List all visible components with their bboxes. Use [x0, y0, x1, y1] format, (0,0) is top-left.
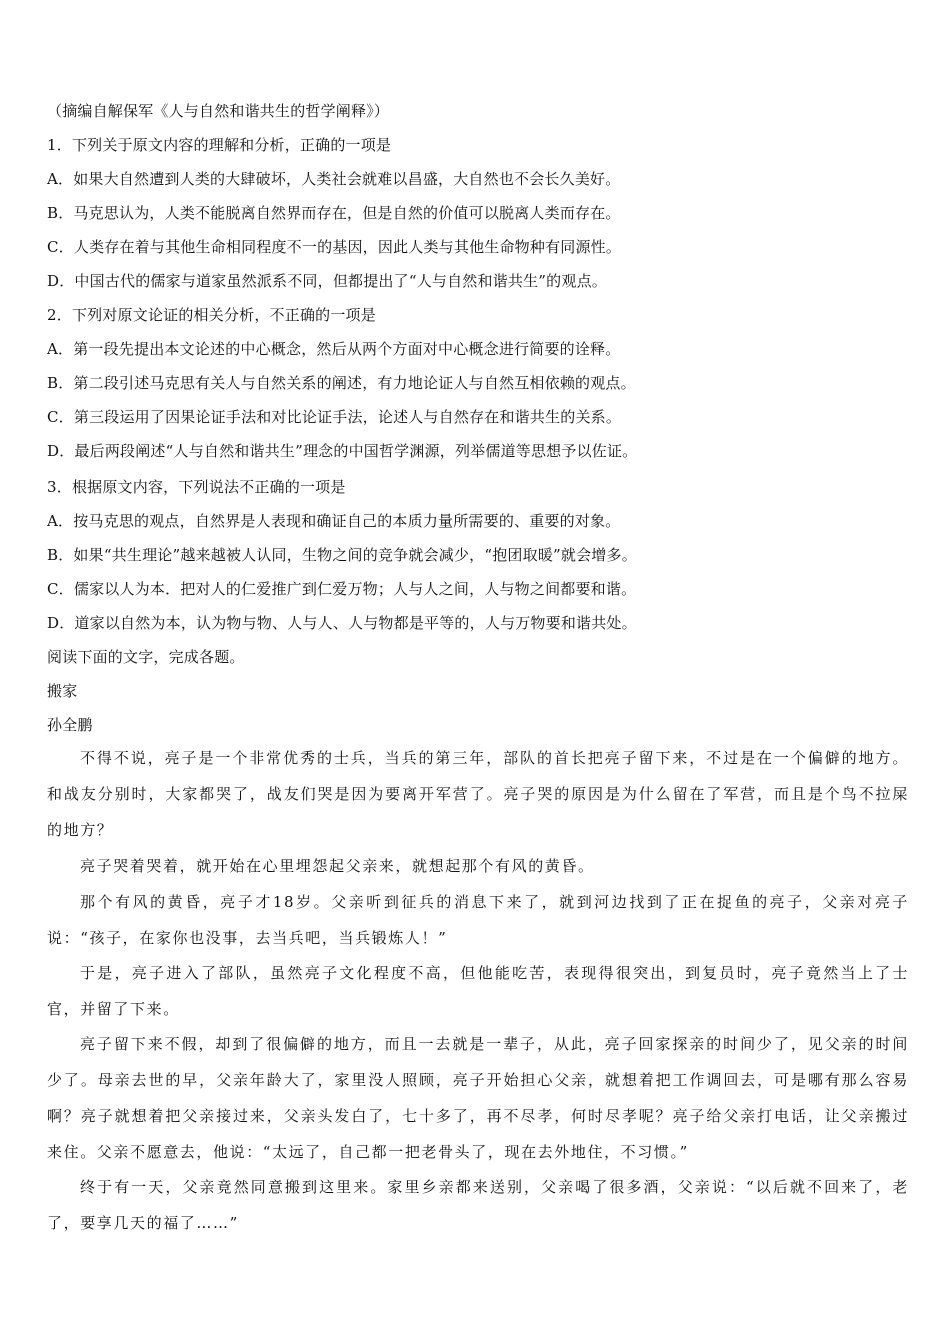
question-2-option-c: C．第三段运用了因果论证手法和对比论证手法，论述人与自然存在和谐共生的关系。: [47, 408, 622, 426]
question-2-stem: 2．下列对原文论证的相关分析，不正确的一项是: [47, 306, 376, 324]
story-title: 搬家: [47, 682, 78, 700]
question-3-option-a: A．按马克思的观点，自然界是人表现和确证自己的本质力量所需要的、重要的对象。: [47, 512, 621, 530]
question-2-option-d: D．最后两段阐述“人与自然和谐共生”理念的中国哲学渊源，列举儒道等思想予以佐证。: [47, 442, 638, 460]
source-citation: （摘编自解保军《人与自然和谐共生的哲学阐释》）: [47, 102, 390, 120]
question-2-option-b: B．第二段引述马克思有关人与自然关系的阐述，有力地论证人与自然互相依赖的观点。: [47, 374, 636, 392]
story-paragraph: 那个有风的黄昏，亮子才18岁。父亲听到征兵的消息下来了，就到河边找到了正在捉鱼的亮子，父亲对亮子说：“孩子，在家你也没事，去当兵吧，当兵锻炼人！”: [47, 893, 909, 947]
question-1-option-d: D．中国古代的儒家与道家虽然派系不同，但都提出了“人与自然和谐共生”的观点。: [47, 272, 607, 290]
reading-instruction: 阅读下面的文字，完成各题。: [47, 648, 245, 666]
story-paragraph: 终于有一天，父亲竟然同意搬到这里来。家里乡亲都来送别，父亲喝了很多酒，父亲说：“以后就不回来了，老了，要享几天的福了……”: [47, 1178, 909, 1232]
question-2-option-a: A．第一段先提出本文论述的中心概念，然后从两个方面对中心概念进行简要的诠释。: [47, 340, 621, 358]
question-1-option-a: A．如果大自然遭到人类的大肆破坏，人类社会就难以昌盛，大自然也不会长久美好。: [47, 170, 621, 188]
question-3-option-c: C．儒家以人为本．把对人的仁爱推广到仁爱万物；人与人之间，人与物之间都要和谐。: [47, 580, 637, 598]
story-paragraph: 于是，亮子进入了部队，虽然亮子文化程度不高，但他能吃苦，表现得很突出，到复员时，亮子竟然当上了士官，并留了下来。: [47, 964, 909, 1018]
question-3-option-b: B．如果“共生理论”越来越被人认同，生物之间的竞争就会减少，“抱团取暖”就会增多。: [47, 546, 637, 564]
question-1-option-c: C．人类存在着与其他生命相同程度不一的基因，因此人类与其他生命物种有同源性。: [47, 238, 622, 256]
story-paragraph: 亮子哭着哭着，就开始在心里埋怨起父亲来，就想起那个有风的黄昏。: [80, 857, 595, 875]
question-3-stem: 3．根据原文内容，下列说法不正确的一项是: [47, 478, 346, 496]
story-paragraph: 不得不说，亮子是一个非常优秀的士兵，当兵的第三年，部队的首长把亮子留下来，不过是在一个偏僻的地方。和战友分别时，大家都哭了，战友们哭是因为要离开军营了。亮子哭的原因是为什么留在了军营，而且是个鸟不拉屎的地方？: [47, 749, 909, 839]
question-1-option-b: B．马克思认为，人类不能脱离自然界而存在，但是自然的价值可以脱离人类而存在。: [47, 204, 621, 222]
story-paragraph: 亮子留下来不假，却到了很偏僻的地方，而且一去就是一辈子，从此，亮子回家探亲的时间少了，见父亲的时间少了。母亲去世的早，父亲年龄大了，家里没人照顾，亮子开始担心父亲，就想着把工作调回去，可是哪有那么容易啊？亮子就想着把父亲接过来，父亲头发白了，七十多了，再不尽孝，何时尽孝呢？亮子给父亲打电话，让父亲搬过来住。父亲不愿意去，他说：“太远了，自己都一把老骨头了，现在去外地住，不习惯。”: [47, 1035, 909, 1161]
question-1-stem: 1．下列关于原文内容的理解和分析，正确的一项是: [47, 136, 392, 154]
question-3-option-d: D．道家以自然为本，认为物与物、人与人、人与物都是平等的，人与万物要和谐共处。: [47, 614, 637, 632]
story-author: 孙全鹏: [47, 716, 93, 734]
